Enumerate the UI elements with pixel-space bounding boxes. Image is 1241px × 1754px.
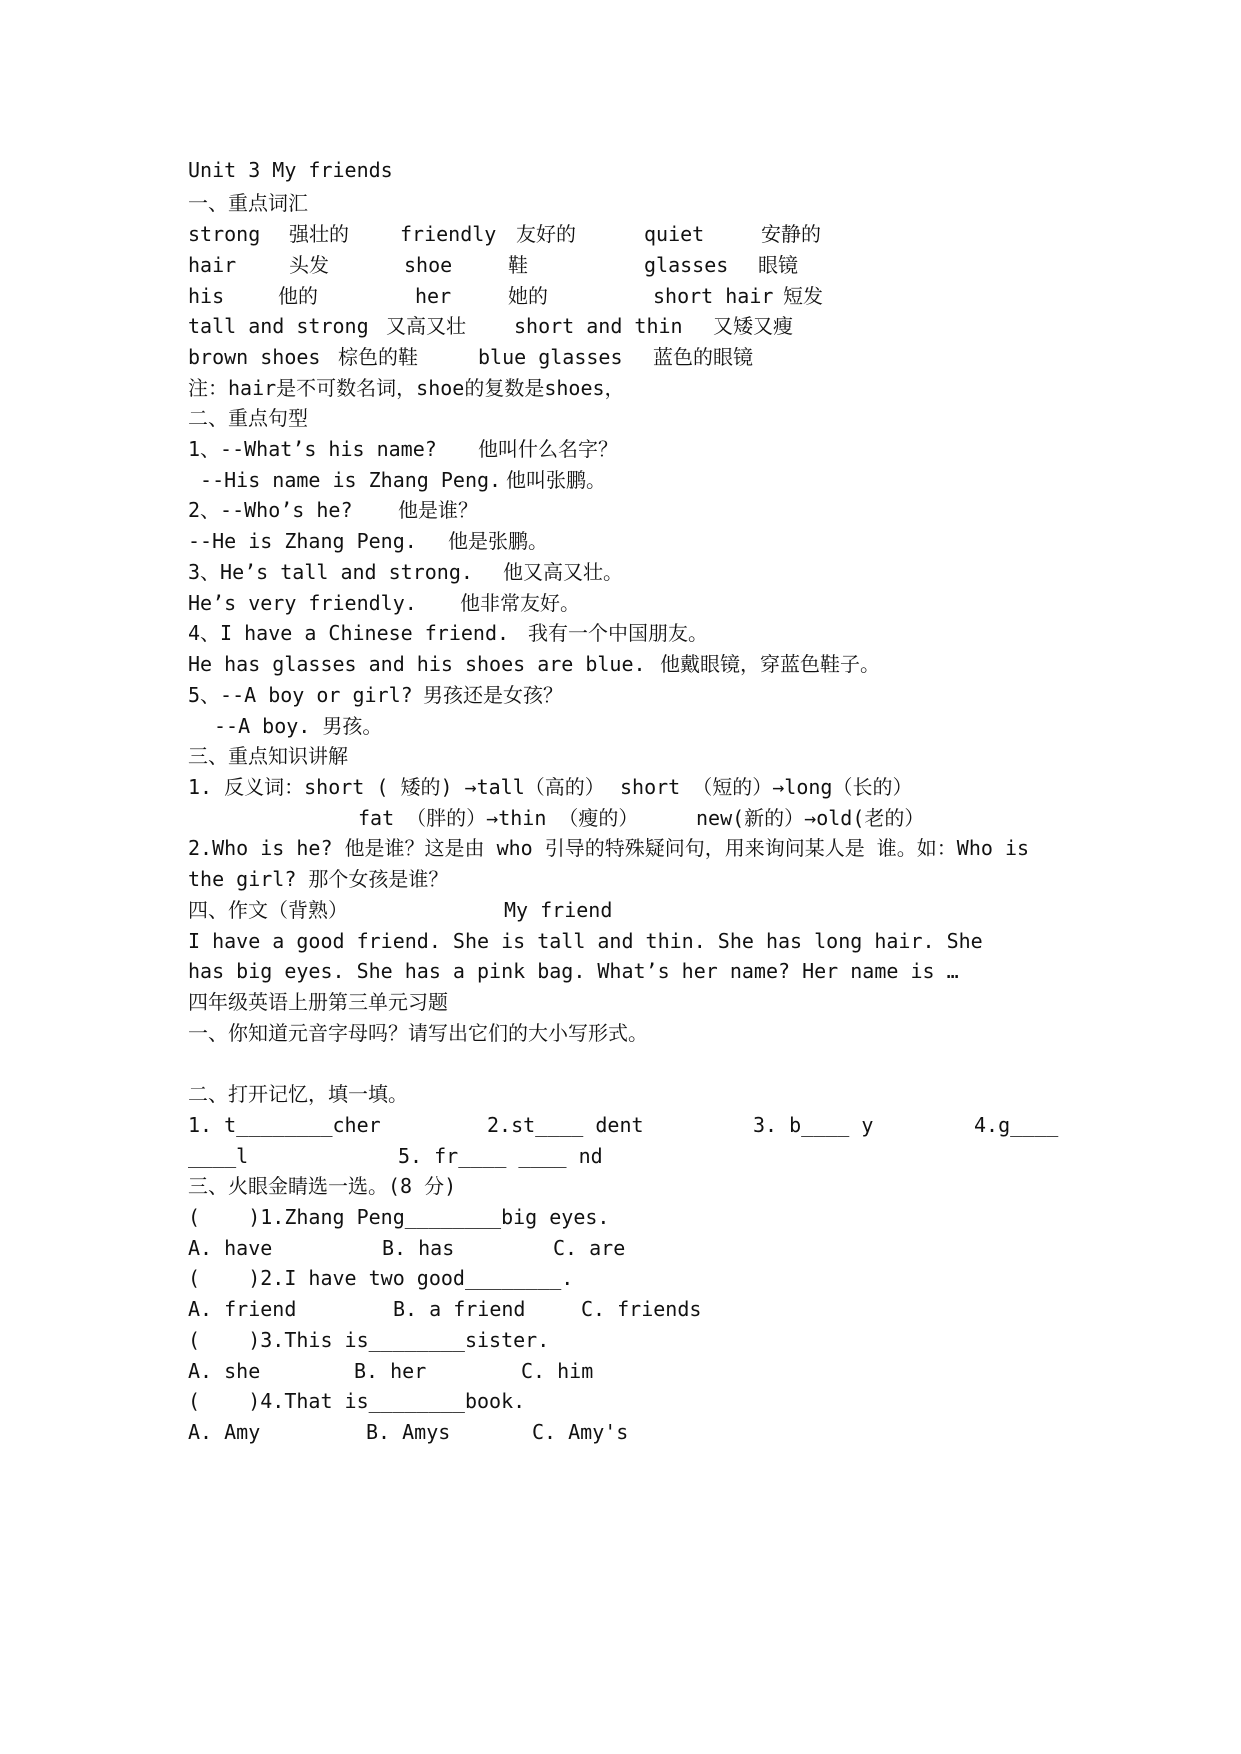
section-heading-sentences: 二、重点句型 xyxy=(188,406,308,430)
vocab-word: short hair xyxy=(653,284,774,308)
sentence-chinese: 男孩还是女孩？ xyxy=(423,683,563,707)
vocab-meaning: 头发 xyxy=(289,253,329,277)
option: B. Amys xyxy=(366,1420,451,1444)
options-line xyxy=(188,1415,629,1449)
vocab-word: brown shoes xyxy=(188,345,321,369)
exercise-heading: 三、火眼金睛选一选。(8 分) xyxy=(188,1174,457,1198)
sentence-line xyxy=(188,555,623,589)
vocab-meaning: 鞋 xyxy=(508,253,528,277)
vocab-meaning: 强壮的 xyxy=(289,222,349,246)
option: A. Amy xyxy=(188,1420,261,1444)
vocab-word: strong xyxy=(188,222,261,246)
knowledge-line xyxy=(188,801,925,835)
sentence-line: --A boy. 男孩。 xyxy=(214,714,383,738)
vocab-note: 注：hair是不可数名词，shoe的复数是shoes， xyxy=(188,376,625,400)
exercise-title: 四年级英语上册第三单元习题 xyxy=(188,990,448,1014)
sentence-english: 4、I have a Chinese friend. xyxy=(188,621,510,645)
options-line xyxy=(188,1354,594,1388)
option: A. have xyxy=(188,1236,273,1260)
sentence-chinese: 我有一个中国朋友。 xyxy=(528,621,708,645)
vocab-meaning: 他的 xyxy=(278,284,318,308)
essay-line: has big eyes. She has a pink bag. What’s her name? Her name is … xyxy=(188,959,959,983)
option: C. are xyxy=(553,1236,626,1260)
options-line xyxy=(188,1231,626,1265)
fill-blank-line xyxy=(188,1108,1059,1142)
sentence-line xyxy=(188,524,548,558)
knowledge-line: the girl? 那个女孩是谁？ xyxy=(188,867,449,891)
vocab-meaning: 又高又壮 xyxy=(386,314,466,338)
vocab-row xyxy=(188,217,821,251)
sentence-chinese: 他叫什么名字？ xyxy=(478,437,618,461)
question-line: ( )2.I have two good________. xyxy=(188,1266,574,1290)
fill-blank-line xyxy=(188,1139,603,1173)
section-heading-essay xyxy=(188,893,613,927)
antonym-pair: 1. 反义词：short ( 矮的) →tall（高的） xyxy=(188,775,605,799)
vocab-meaning: 棕色的鞋 xyxy=(338,345,418,369)
sentence-english: 3、He’s tall and strong. xyxy=(188,560,473,584)
vocab-word: his xyxy=(188,284,225,308)
knowledge-line xyxy=(188,770,913,804)
sentence-english: He has glasses and his shoes are blue. xyxy=(188,652,646,676)
vocab-row xyxy=(188,279,823,313)
options-line xyxy=(188,1292,702,1326)
sentence-chinese: 他叫张鹏。 xyxy=(506,468,606,492)
sentence-line xyxy=(188,647,880,681)
sentence-english: 1、--What’s his name? xyxy=(188,437,437,461)
vocab-word: glasses xyxy=(644,253,729,277)
option: A. friend xyxy=(188,1297,297,1321)
sentence-chinese: 他又高又壮。 xyxy=(503,560,623,584)
option: B. has xyxy=(382,1236,455,1260)
antonym-pair: fat （胖的）→thin （瘦的） xyxy=(358,806,639,830)
sentence-line xyxy=(188,432,618,466)
section-heading-knowledge: 三、重点知识讲解 xyxy=(188,744,348,768)
antonym-pair: new(新的）→old(老的） xyxy=(696,806,925,830)
sentence-english: --He is Zhang Peng. xyxy=(188,529,417,553)
vocab-word: blue glasses xyxy=(478,345,623,369)
vocab-row xyxy=(188,248,798,282)
vocab-word: shoe xyxy=(404,253,453,277)
sentence-english: He’s very friendly. xyxy=(188,591,417,615)
sentence-line xyxy=(188,463,606,497)
fill-blank-item: 3. b____ y xyxy=(753,1113,874,1137)
option: B. a friend xyxy=(393,1297,526,1321)
option: C. friends xyxy=(581,1297,702,1321)
sentence-line xyxy=(188,678,563,712)
essay-heading: 四、作文（背熟） xyxy=(188,898,348,922)
vocab-word: friendly xyxy=(400,222,497,246)
essay-line: I have a good friend. She is tall and thin. She has long hair. She xyxy=(188,929,983,953)
antonym-pair: short （短的）→long（长的） xyxy=(620,775,913,799)
fill-blank-item: 5. fr____ ____ nd xyxy=(398,1144,603,1168)
vocab-row xyxy=(188,340,753,374)
unit-title: Unit 3 My friends xyxy=(188,158,393,182)
option: B. her xyxy=(354,1359,427,1383)
fill-blank-item: 4.g____ xyxy=(974,1113,1059,1137)
section-heading-vocabulary: 一、重点词汇 xyxy=(188,191,308,215)
option: C. him xyxy=(521,1359,594,1383)
sentence-chinese: 他是张鹏。 xyxy=(448,529,548,553)
vocab-word: hair xyxy=(188,253,237,277)
sentence-line xyxy=(188,616,708,650)
question-line: ( )3.This is________sister. xyxy=(188,1328,550,1352)
option: A. she xyxy=(188,1359,261,1383)
sentence-chinese: 他戴眼镜，穿蓝色鞋子。 xyxy=(660,652,880,676)
vocab-meaning: 她的 xyxy=(508,284,548,308)
vocab-meaning: 眼镜 xyxy=(758,253,798,277)
exercise-heading: 一、你知道元音字母吗？请写出它们的大小写形式。 xyxy=(188,1021,648,1045)
sentence-english: 2、--Who’s he? xyxy=(188,498,353,522)
vocab-meaning: 又矮又瘦 xyxy=(713,314,793,338)
vocab-meaning: 安静的 xyxy=(761,222,821,246)
exercise-heading: 二、打开记忆，填一填。 xyxy=(188,1082,408,1106)
vocab-meaning: 短发 xyxy=(783,284,823,308)
vocab-meaning: 友好的 xyxy=(516,222,576,246)
vocab-word: her xyxy=(415,284,452,308)
sentence-english: --His name is Zhang Peng. xyxy=(188,468,502,492)
question-line: ( )4.That is________book. xyxy=(188,1389,526,1413)
option: C. Amy's xyxy=(532,1420,629,1444)
vocab-meaning: 蓝色的眼镜 xyxy=(653,345,753,369)
vocab-row xyxy=(188,309,793,343)
fill-blank-item: ____l xyxy=(188,1144,249,1168)
question-line: ( )1.Zhang Peng________big eyes. xyxy=(188,1205,610,1229)
sentence-chinese: 他是谁？ xyxy=(398,498,478,522)
sentence-chinese: 他非常友好。 xyxy=(460,591,580,615)
vocab-word: short and thin xyxy=(514,314,683,338)
fill-blank-item: 1. t________cher xyxy=(188,1113,381,1137)
essay-title: My friend xyxy=(504,898,613,922)
fill-blank-item: 2.st____ dent xyxy=(487,1113,644,1137)
sentence-english: 5、--A boy or girl? xyxy=(188,683,413,707)
vocab-word: quiet xyxy=(644,222,705,246)
vocab-word: tall and strong xyxy=(188,314,369,338)
sentence-line xyxy=(188,493,478,527)
knowledge-line: 2.Who is he? 他是谁？这是由 who 引导的特殊疑问句，用来询问某人是 谁。如：Who is xyxy=(188,836,1030,860)
sentence-line xyxy=(188,586,580,620)
